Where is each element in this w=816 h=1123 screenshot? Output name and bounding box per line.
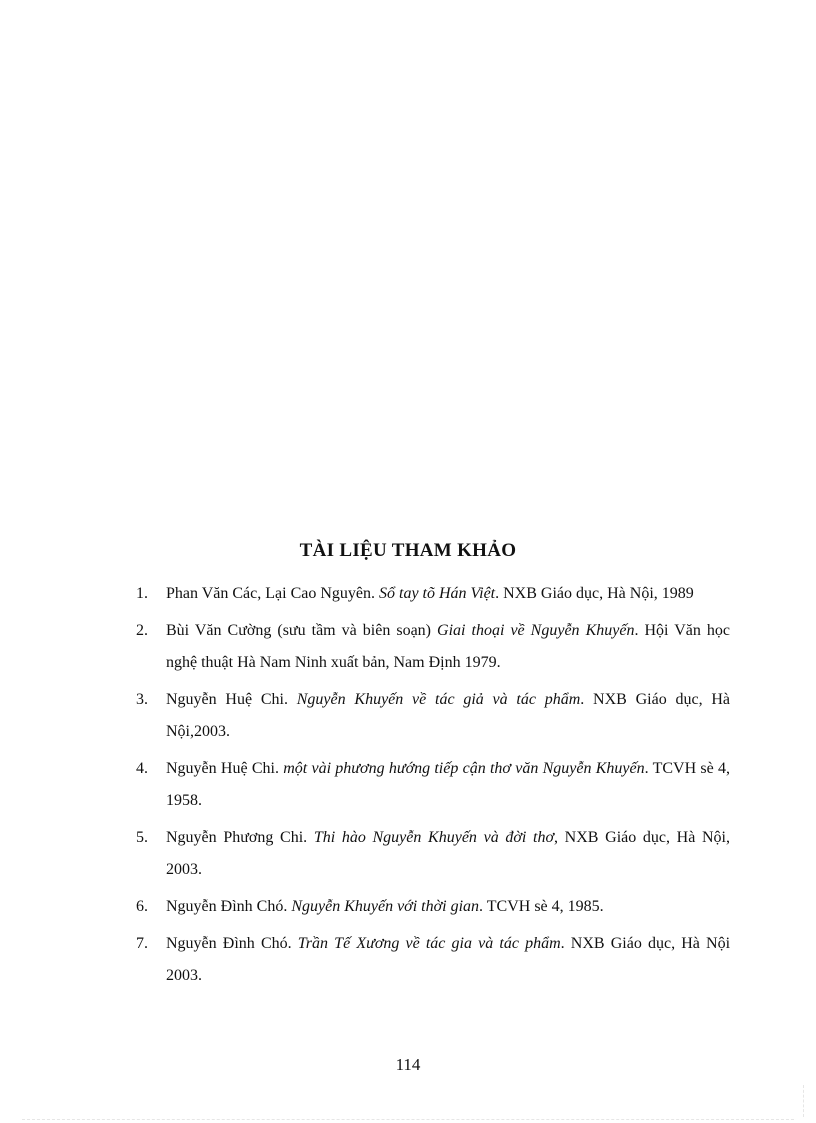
reference-item (134, 928, 730, 992)
page-number: 114 (395, 1055, 421, 1074)
reference-author: Nguyễn Phương Chi. (166, 829, 314, 846)
reference-author: Bùi Văn Cường (sưu tầm và biên soạn) (166, 622, 438, 639)
reference-number: 2. (136, 622, 148, 639)
reference-author: Nguyễn Huệ Chi. (166, 760, 284, 777)
reference-title: Nguyễn Khuyến với thời gian (291, 898, 480, 915)
reference-item (134, 753, 730, 817)
page-edge-divider (803, 1085, 804, 1117)
reference-details: . NXB Giáo dục, Hà Nội,2003. (166, 691, 730, 740)
reference-item (134, 615, 730, 679)
reference-title: Sổ tay tõ Hán Việt (379, 585, 496, 602)
reference-details: , NXB Giáo dục, Hà Nội, 2003. (166, 829, 731, 878)
reference-author: Nguyễn Huệ Chi. (166, 691, 297, 708)
reference-details: . NXB Giáo dục, Hà Nội, 1989 (495, 585, 694, 602)
reference-title: Trần Tế Xương về tác gia và tác phẩm (297, 935, 561, 952)
reference-author: Nguyễn Đình Chó. (166, 898, 292, 915)
reference-author: Nguyễn Đình Chó. (166, 935, 298, 952)
reference-item (134, 822, 730, 886)
reference-details: . TCVH sè 4, 1958. (166, 760, 731, 809)
reference-list (134, 578, 730, 997)
reference-number: 5. (136, 829, 148, 846)
reference-item (134, 891, 730, 923)
reference-title: Thi hào Nguyễn Khuyến và đời thơ (313, 829, 555, 846)
reference-title: Giai thoại về Nguyễn Khuyến (437, 622, 635, 639)
reference-number: 3. (136, 691, 148, 708)
reference-number: 4. (136, 760, 148, 777)
reference-item (134, 578, 730, 610)
reference-number: 7. (136, 935, 148, 952)
reference-number: 1. (136, 585, 148, 602)
reference-number: 6. (136, 898, 148, 915)
reference-details: . Hội Văn học nghệ thuật Hà Nam Ninh xuất bản, Nam Định 1979. (166, 622, 731, 671)
reference-author: Phan Văn Các, Lại Cao Nguyên. (166, 585, 379, 602)
reference-item (134, 684, 730, 748)
page-title: TÀI LIỆU THAM KHẢO (299, 540, 517, 561)
page-edge-divider (22, 1119, 794, 1120)
reference-details: . TCVH sè 4, 1985. (479, 898, 604, 915)
reference-title: Nguyễn Khuyến về tác giả và tác phẩm (296, 691, 581, 708)
reference-details: . NXB Giáo dục, Hà Nội 2003. (166, 935, 731, 984)
reference-title: một vài phương hướng tiếp cận thơ văn Nguyễn Khuyến (283, 760, 645, 777)
